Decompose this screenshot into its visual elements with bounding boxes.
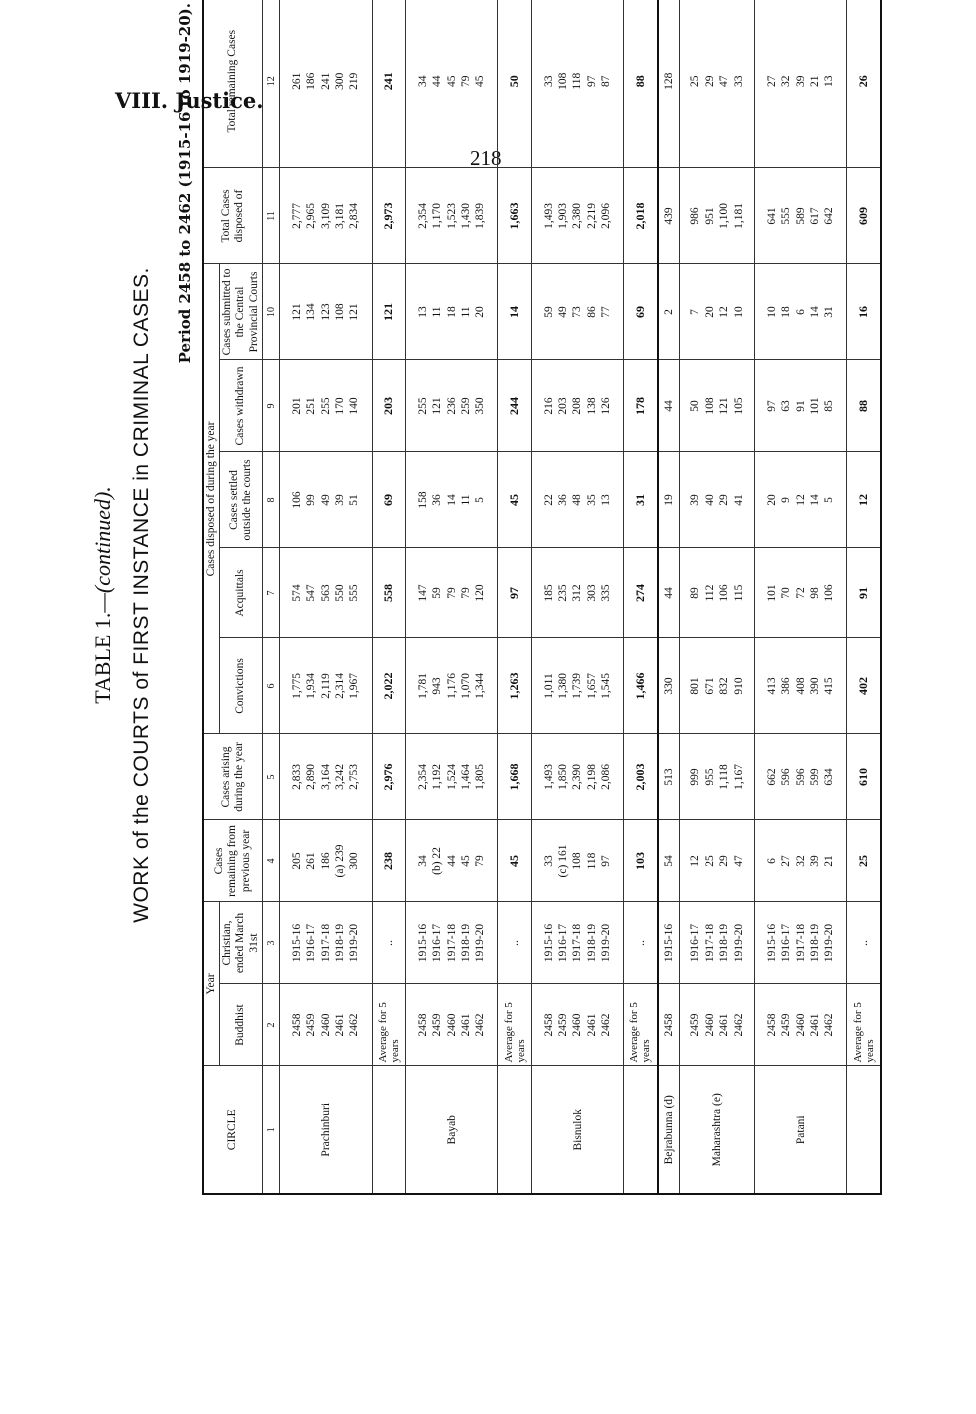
average-row-spacer <box>847 1066 881 1194</box>
average-value: 88 <box>847 360 881 452</box>
cell-total-disposed: 1,493 1,903 2,380 2,219 2,096 <box>531 168 623 264</box>
cell-convictions: 801 671 832 910 <box>680 638 755 734</box>
average-value: 69 <box>624 264 658 360</box>
average-value: 610 <box>847 734 881 820</box>
cell-christian: 1915-16 <box>658 902 680 984</box>
table-row <box>531 0 623 1194</box>
table-title-main: TABLE 1. <box>90 612 115 704</box>
column-number: 1 <box>262 1066 279 1194</box>
cell-withdrawn: 97 63 91 101 85 <box>754 360 846 452</box>
column-number-row <box>262 0 279 1194</box>
average-value: 2,973 <box>372 168 405 264</box>
column-number: 2 <box>262 984 279 1066</box>
cell-total-disposed: 986 951 1,100 1,181 <box>680 168 755 264</box>
average-value: 69 <box>372 452 405 548</box>
cell-convictions: 1,011 1,380 1,739 1,657 1,545 <box>531 638 623 734</box>
average-value: 274 <box>624 548 658 638</box>
cell-remaining: 205 261 186 (a) 239 300 <box>280 820 372 902</box>
average-value: 241 <box>372 0 405 168</box>
average-value: 178 <box>624 360 658 452</box>
cell-remaining: 54 <box>658 820 680 902</box>
average-dots: .. <box>847 902 881 984</box>
average-row-spacer <box>624 1066 658 1194</box>
cell-remaining: 6 27 32 39 21 <box>754 820 846 902</box>
average-dots: .. <box>372 902 405 984</box>
average-row <box>624 0 658 1194</box>
average-value: 91 <box>847 548 881 638</box>
column-number: 4 <box>262 820 279 902</box>
cell-settled: 22 36 48 35 13 <box>531 452 623 548</box>
cell-convictions: 330 <box>658 638 680 734</box>
cell-settled: 106 99 49 39 51 <box>280 452 372 548</box>
header-remaining-prev: Cases remaining from previous year <box>203 820 262 902</box>
section-heading: VIII. Justice. <box>115 88 264 113</box>
cell-submitted: 121 134 123 108 121 <box>280 264 372 360</box>
average-label: Average for 5 years <box>498 984 531 1066</box>
average-value: 244 <box>498 360 531 452</box>
page-number: 218 <box>470 146 502 170</box>
average-value: 1,466 <box>624 638 658 734</box>
average-value: 88 <box>624 0 658 168</box>
average-value: 203 <box>372 360 405 452</box>
average-value: 97 <box>498 548 531 638</box>
average-label: Average for 5 years <box>624 984 658 1066</box>
average-value: 50 <box>498 0 531 168</box>
column-number: 8 <box>262 452 279 548</box>
average-value: 2,018 <box>624 168 658 264</box>
cell-convictions: 413 386 408 390 415 <box>754 638 846 734</box>
cell-buddhist: 2458 2459 2460 2461 2462 <box>280 984 372 1066</box>
average-dots: .. <box>624 902 658 984</box>
table-row <box>405 0 497 1194</box>
header-christian: Christian, ended March 31st <box>220 902 263 984</box>
average-value: 121 <box>372 264 405 360</box>
header-convictions: Convictions <box>220 638 263 734</box>
cell-arising: 999 955 1,118 1,167 <box>680 734 755 820</box>
average-row <box>847 0 881 1194</box>
circle-name: Bejrabunna (d) <box>658 1066 680 1194</box>
column-number: 7 <box>262 548 279 638</box>
cell-total-remaining: 27 32 39 21 13 <box>754 0 846 168</box>
table-row <box>754 0 846 1194</box>
header-settled: Cases settled outside the courts <box>220 452 263 548</box>
cell-submitted: 59 49 73 86 77 <box>531 264 623 360</box>
header-submitted: Cases submitted to the Central Provincial Courts <box>220 264 263 360</box>
cell-buddhist: 2458 2459 2460 2461 2462 <box>754 984 846 1066</box>
cell-christian: 1916-17 1917-18 1918-19 1919-20 <box>680 902 755 984</box>
table-title <box>90 0 116 1195</box>
column-number: 9 <box>262 360 279 452</box>
average-value: 16 <box>847 264 881 360</box>
cell-buddhist: 2458 <box>658 984 680 1066</box>
table-subtitle: WORK of the COURTS of FIRST INSTANCE in CRIMINAL CASES. <box>130 267 153 923</box>
table-row <box>280 0 372 1194</box>
header-year: Year <box>203 902 220 1066</box>
average-row <box>372 0 405 1194</box>
cell-submitted: 2 <box>658 264 680 360</box>
cell-arising: 513 <box>658 734 680 820</box>
average-value: 12 <box>847 452 881 548</box>
average-value: 31 <box>624 452 658 548</box>
average-value: 1,263 <box>498 638 531 734</box>
cell-buddhist: 2458 2459 2460 2461 2462 <box>531 984 623 1066</box>
cell-christian: 1915-16 1916-17 1917-18 1918-19 1919-20 <box>405 902 497 984</box>
cell-submitted: 10 18 6 14 31 <box>754 264 846 360</box>
average-row <box>498 0 531 1194</box>
average-value: 25 <box>847 820 881 902</box>
cell-buddhist: 2458 2459 2460 2461 2462 <box>405 984 497 1066</box>
average-label: Average for 5 years <box>847 984 881 1066</box>
table-body <box>262 0 881 1194</box>
cell-remaining: 33 (c) 161 108 118 97 <box>531 820 623 902</box>
average-value: 103 <box>624 820 658 902</box>
header-total-remaining: Total remaining Cases <box>203 0 262 168</box>
cell-remaining: 34 (b) 22 44 45 79 <box>405 820 497 902</box>
average-value: 1,668 <box>498 734 531 820</box>
cell-acquittals: 574 547 563 550 555 <box>280 548 372 638</box>
column-number: 11 <box>262 168 279 264</box>
average-value: 2,022 <box>372 638 405 734</box>
cell-arising: 2,833 2,890 3,164 3,242 2,753 <box>280 734 372 820</box>
cell-total-remaining: 34 44 45 79 45 <box>405 0 497 168</box>
column-number: 6 <box>262 638 279 734</box>
average-value: 2,976 <box>372 734 405 820</box>
table-row <box>680 0 755 1194</box>
header-disposed-group: Cases disposed of during the year <box>203 264 220 734</box>
header-buddhist: Buddhist <box>220 984 263 1066</box>
cell-total-disposed: 2,354 1,170 1,523 1,430 1,839 <box>405 168 497 264</box>
cell-convictions: 1,781 943 1,176 1,070 1,344 <box>405 638 497 734</box>
cell-withdrawn: 44 <box>658 360 680 452</box>
cell-remaining: 12 25 29 47 <box>680 820 755 902</box>
circle-name: Prachinburi <box>280 1066 372 1194</box>
circle-name: Maharashtra (e) <box>680 1066 755 1194</box>
table-title-continued: —(continued). <box>90 486 115 613</box>
cell-withdrawn: 50 108 121 105 <box>680 360 755 452</box>
cell-withdrawn: 201 251 255 170 140 <box>280 360 372 452</box>
cell-settled: 158 36 14 11 5 <box>405 452 497 548</box>
circle-name: Patani <box>754 1066 846 1194</box>
cell-total-remaining: 128 <box>658 0 680 168</box>
header-arising: Cases arising during the year <box>203 734 262 820</box>
cell-withdrawn: 216 203 208 138 126 <box>531 360 623 452</box>
column-number: 10 <box>262 264 279 360</box>
cell-withdrawn: 255 121 236 259 350 <box>405 360 497 452</box>
cell-acquittals: 147 59 79 79 120 <box>405 548 497 638</box>
rotated-table-region <box>90 0 880 1195</box>
cell-arising: 1,493 1,850 2,390 2,198 2,086 <box>531 734 623 820</box>
average-value: 1,663 <box>498 168 531 264</box>
cell-settled: 20 9 12 14 5 <box>754 452 846 548</box>
circle-name: Bisnulok <box>531 1066 623 1194</box>
cell-acquittals: 44 <box>658 548 680 638</box>
cell-acquittals: 185 235 312 303 335 <box>531 548 623 638</box>
table-row <box>658 0 680 1194</box>
cell-convictions: 1,775 1,934 2,119 2,314 1,967 <box>280 638 372 734</box>
cell-buddhist: 2459 2460 2461 2462 <box>680 984 755 1066</box>
cell-christian: 1915-16 1916-17 1917-18 1918-19 1919-20 <box>754 902 846 984</box>
average-row-spacer <box>498 1066 531 1194</box>
average-value: 26 <box>847 0 881 168</box>
cell-submitted: 13 11 18 11 20 <box>405 264 497 360</box>
header-acquittals: Acquittals <box>220 548 263 638</box>
circle-name: Bayab <box>405 1066 497 1194</box>
column-number: 5 <box>262 734 279 820</box>
cell-settled: 19 <box>658 452 680 548</box>
column-number: 3 <box>262 902 279 984</box>
cell-total-disposed: 439 <box>658 168 680 264</box>
header-withdrawn: Cases withdrawn <box>220 360 263 452</box>
average-value: 558 <box>372 548 405 638</box>
criminal-cases-table <box>202 0 882 1195</box>
average-dots: .. <box>498 902 531 984</box>
header-circle: CIRCLE <box>203 1066 262 1194</box>
cell-christian: 1915-16 1916-17 1917-18 1918-19 1919-20 <box>280 902 372 984</box>
average-row-spacer <box>372 1066 405 1194</box>
column-number: 12 <box>262 0 279 168</box>
average-value: 2,003 <box>624 734 658 820</box>
cell-total-disposed: 641 555 589 617 642 <box>754 168 846 264</box>
cell-total-remaining: 33 108 118 97 87 <box>531 0 623 168</box>
average-label: Average for 5 years <box>372 984 405 1066</box>
cell-submitted: 7 20 12 10 <box>680 264 755 360</box>
cell-arising: 662 596 596 599 634 <box>754 734 846 820</box>
average-value: 238 <box>372 820 405 902</box>
cell-arising: 2,354 1,192 1,524 1,464 1,805 <box>405 734 497 820</box>
average-value: 609 <box>847 168 881 264</box>
average-value: 14 <box>498 264 531 360</box>
cell-christian: 1915-16 1916-17 1917-18 1918-19 1919-20 <box>531 902 623 984</box>
table-period: Period 2458 to 2462 (1915-16 to 1919-20). <box>176 3 194 364</box>
cell-acquittals: 101 70 72 98 106 <box>754 548 846 638</box>
cell-settled: 39 40 29 41 <box>680 452 755 548</box>
cell-acquittals: 89 112 106 115 <box>680 548 755 638</box>
average-value: 402 <box>847 638 881 734</box>
cell-total-disposed: 2,777 2,965 3,109 3,181 2,834 <box>280 168 372 264</box>
cell-total-remaining: 25 29 47 33 <box>680 0 755 168</box>
average-value: 45 <box>498 452 531 548</box>
average-value: 45 <box>498 820 531 902</box>
cell-total-remaining: 261 186 241 300 219 <box>280 0 372 168</box>
header-total-disposed: Total Cases disposed of <box>203 168 262 264</box>
